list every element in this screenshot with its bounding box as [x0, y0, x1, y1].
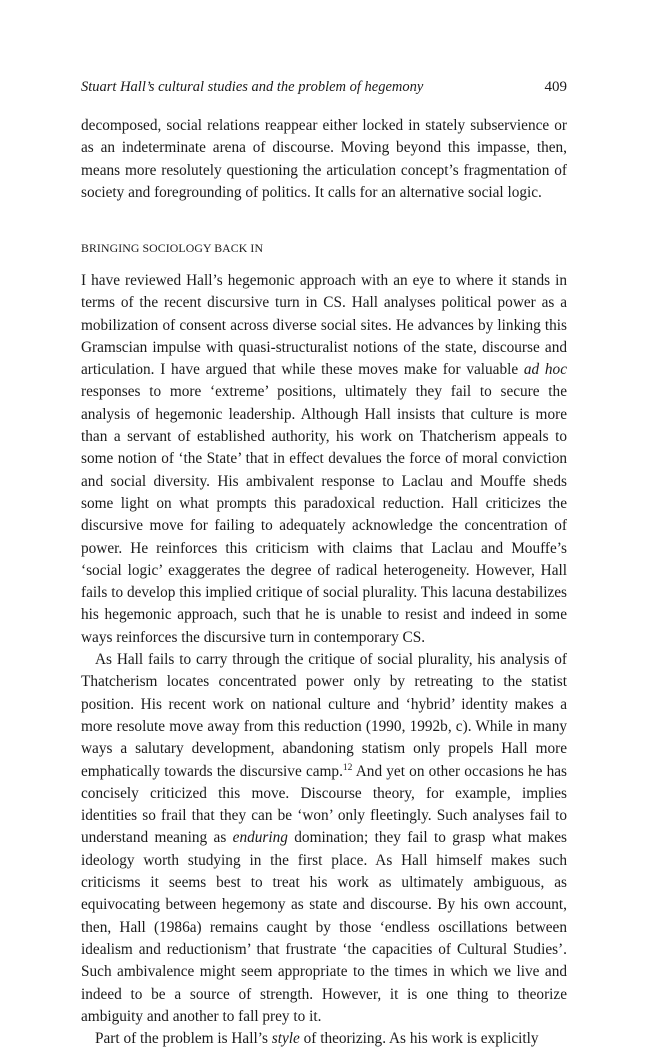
- section-heading: BRINGING SOCIOLOGY BACK IN: [81, 241, 264, 255]
- paragraph-3-text-a: Part of the problem is Hall’s: [95, 1030, 272, 1048]
- page-number: 409: [544, 79, 567, 95]
- paragraph-1-text-a: I have reviewed Hall’s hegemonic approach with an eye to where it stands in terms of the recent discursive turn in CS. Hall analyses political power as a mobilization of consent across diverse social sites. He advances by linking this Gramscian impulse with quasi-structuralist notions of the state, discourse and articulation. I have argued that while these moves make for valuable: [81, 272, 567, 379]
- paragraph-2-italic: enduring: [232, 829, 288, 847]
- paragraph-1-text-b: responses to more ‘extreme’ positions, ultimately they fail to secure the analysis of hegemonic leadership. Although Hall insists that culture is more than a servant of established authority, his work on Thatcherism appeals to some notion of ‘the State’ that in effect devalues the force of moral conviction and social diversity. His ambivalent response to Laclau and Mouffe sheds some light on what prompts this paradoxical reduction. Hall criticizes the discursive move for failing to adequately acknowledge the concentration of power. He reinforces this criticism with claims that Laclau and Mouffe’s ‘social logic’ exaggerates the degree of radical heterogeneity. However, Hall fails to develop this implied critique of social plurality. This lacuna destabilizes his hegemonic approach, such that he is unable to resist and indeed in some ways reinforces the discursive turn in contemporary CS.: [81, 383, 567, 646]
- paragraph-3-text-b: of theorizing. As his work is explicitly: [299, 1030, 539, 1048]
- running-header: [81, 78, 567, 96]
- footnote-marker: 12: [342, 762, 353, 773]
- paragraph-3: [81, 1028, 567, 1050]
- paragraph-1: [81, 270, 567, 649]
- paragraph-2-text-c: domination; they fail to grasp what makes ideology worth studying in the first place. As Hall himself makes such criticisms it seems best to treat his work as ultimately ambiguous, as equivocating between hegemony as state and discourse. By his own account, then, Hall (1986a) remains caught by those ‘endless oscillations between idealism and reductionism’ that frustrate ‘the capacities of Cultural Studies’. Such ambivalence might seem appropriate to the times in which we live and indeed to be a source of strength. However, it is one thing to theorize ambiguity and another to fall prey to it.: [81, 829, 567, 1025]
- paragraph-2-text-a: As Hall fails to carry through the critique of social plurality, his analysis of Thatcherism locates concentrated power only by retreating to the statist position. His recent work on national culture and ‘hybrid’ identity makes a more resolute move away from this reduction (1990, 1992b, c). While in many ways a salutary development, abandoning statism only propels Hall more emphatically towards the discursive camp.: [81, 651, 567, 780]
- running-title: Stuart Hall’s cultural studies and the problem of hegemony: [81, 79, 424, 95]
- body-text: [81, 270, 567, 1050]
- intro-paragraph: decomposed, social relations reappear either locked in stately subservience or as an indeterminate arena of discourse. Moving beyond this impasse, then, means more resolutely questioning the articulation concept’s fragmentation of society and foregrounding of politics. It calls for an alternative social logic.: [81, 117, 567, 201]
- paragraph-2-text-b: And yet on other occasions he has concisely criticized this move. Discourse theory, for example, implies identities so frail that they can be ‘won’ only fleetingly. Such analyses fail to understand meaning as: [81, 762, 567, 847]
- paragraph-3-italic: style: [271, 1030, 300, 1048]
- intro-block: [81, 115, 567, 204]
- paragraph-1-italic: ad hoc: [523, 361, 567, 379]
- paragraph-2: [81, 649, 567, 1028]
